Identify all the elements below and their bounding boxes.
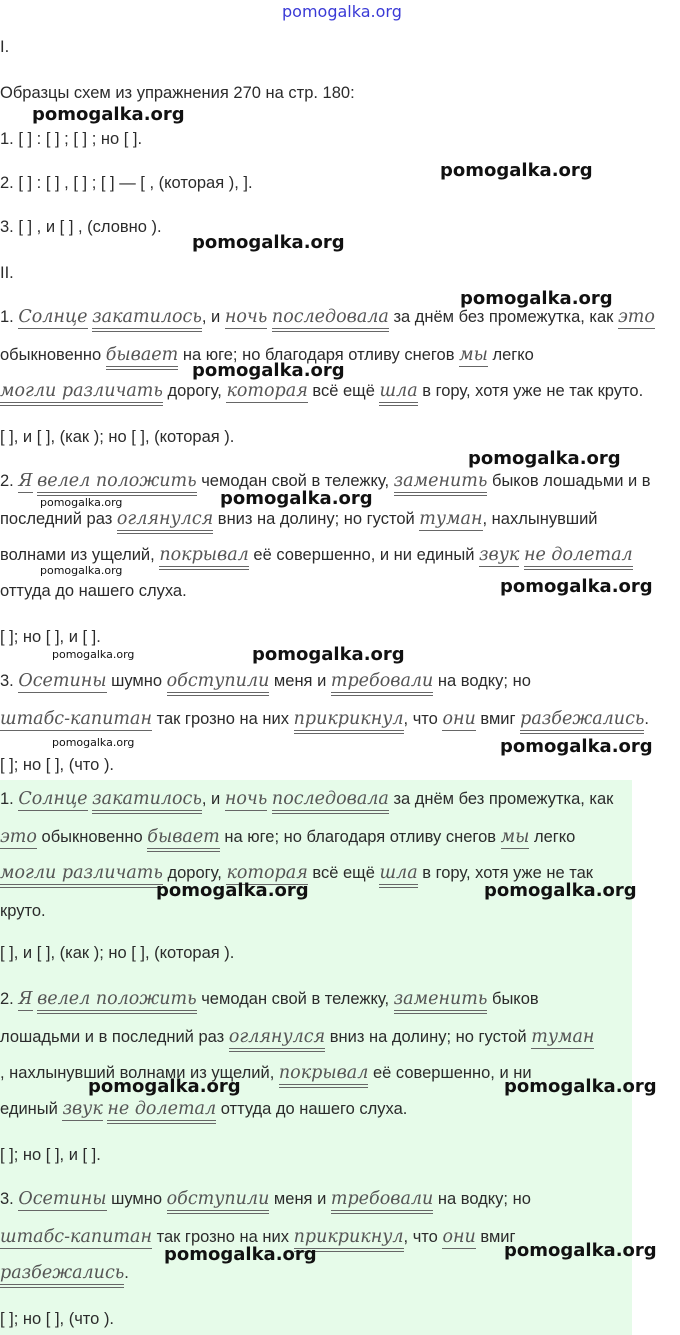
scheme-3: 3. [ ] , и [ ] , (словно ). bbox=[0, 218, 162, 236]
sentence-1-line-3: могли различать дорогу, которая всё ещё шла в гору, хотя уже не так круто. bbox=[0, 380, 643, 402]
subject: туман bbox=[419, 509, 483, 529]
predicate: последовала bbox=[272, 789, 389, 814]
predicate: обступили bbox=[167, 671, 270, 696]
scheme-2: 2. [ ] : [ ] , [ ] ; [ ] — [ , (которая ), ]. bbox=[0, 174, 253, 192]
subject: это bbox=[0, 827, 37, 847]
watermark: pomogalka.org bbox=[504, 1240, 657, 1261]
predicate: разбежались bbox=[520, 709, 644, 734]
watermark: pomogalka.org bbox=[220, 488, 373, 509]
watermark: pomogalka.org bbox=[504, 1076, 657, 1097]
watermark-small: pomogalka.org bbox=[52, 648, 135, 661]
predicate: не долетал bbox=[524, 545, 633, 570]
subject: ночь bbox=[224, 307, 268, 327]
watermark: pomogalka.org bbox=[192, 360, 345, 381]
watermark: pomogalka.org bbox=[440, 160, 593, 181]
subject: Я bbox=[18, 471, 33, 491]
answer-2-line-4: единый звук не долетал оттуда до нашего слуха. bbox=[0, 1098, 407, 1120]
subject: туман bbox=[531, 1027, 595, 1047]
watermark: pomogalka.org bbox=[484, 880, 637, 901]
watermark: pomogalka.org bbox=[156, 880, 309, 901]
answer-3-line-3: разбежались. bbox=[0, 1262, 129, 1284]
scheme-1: 1. [ ] : [ ] ; [ ] ; но [ ]. bbox=[0, 130, 143, 148]
subject: это bbox=[617, 307, 655, 327]
subject: которая bbox=[226, 863, 308, 883]
answer-3-scheme: [ ]; но [ ], (что ). bbox=[0, 1310, 115, 1328]
subject: Я bbox=[18, 989, 33, 1009]
answer-1-scheme: [ ], и [ ], (как ); но [ ], (которая ). bbox=[0, 944, 235, 962]
watermark: pomogalka.org bbox=[88, 1076, 241, 1097]
predicate: бывает bbox=[106, 345, 179, 370]
predicate: бывает bbox=[147, 827, 220, 852]
predicate: оглянулся bbox=[117, 509, 213, 534]
subject: мы bbox=[459, 345, 488, 365]
predicate: закатилось bbox=[92, 789, 202, 814]
answer-3-line-1: 3. Осетины шумно обступили меня и требовали на водку; но bbox=[0, 1188, 531, 1210]
watermark-small: pomogalka.org bbox=[40, 496, 123, 509]
predicate: оглянулся bbox=[229, 1027, 325, 1052]
predicate: велел положить bbox=[37, 471, 197, 496]
predicate: требовали bbox=[331, 1189, 433, 1214]
predicate: требовали bbox=[331, 671, 433, 696]
answer-3-line-2: штабс-капитан так грозно на них прикрикнул, что они вмиг bbox=[0, 1226, 516, 1248]
sentence-3-line-2: штабс-капитан так грозно на них прикрикнул, что они вмиг разбежались. bbox=[0, 708, 649, 730]
sentence-3-line-1: 3. Осетины шумно обступили меня и требовали на водку; но bbox=[0, 670, 531, 692]
predicate: заменить bbox=[394, 471, 488, 496]
predicate: обступили bbox=[167, 1189, 270, 1214]
sentence-2-line-2: последний раз оглянулся вниз на долину; но густой туман, нахлынувший bbox=[0, 508, 598, 530]
predicate: шла bbox=[379, 863, 417, 888]
sentence-1-line-1: 1. Солнце закатилось, и ночь последовала за днём без промежутка, как это bbox=[0, 306, 655, 328]
watermark-small: pomogalka.org bbox=[52, 736, 135, 749]
subject: Солнце bbox=[18, 307, 88, 327]
answer-2-line-1: 2. Я велел положить чемодан свой в тележку, заменить быков bbox=[0, 988, 539, 1010]
subject: звук bbox=[479, 545, 520, 565]
watermark: pomogalka.org bbox=[500, 576, 653, 597]
answer-1-line-3: могли различать дорогу, которая всё ещё шла в гору, хотя уже не так bbox=[0, 862, 593, 884]
section-roman-2: II. bbox=[0, 264, 14, 282]
sentence-2-line-3: волнами из ущелий, покрывал её совершенно, и ни единый звук не долетал bbox=[0, 544, 633, 566]
sentence-2-line-1: 2. Я велел положить чемодан свой в тележку, заменить быков лошадьми и в bbox=[0, 470, 651, 492]
watermark-small: pomogalka.org bbox=[40, 564, 123, 577]
predicate: разбежались bbox=[0, 1263, 124, 1288]
subject: они bbox=[442, 709, 476, 729]
subject: которая bbox=[226, 381, 308, 401]
answer-2-line-3: , нахлынувший волнами из ущелий, покрывал её совершенно, и ни bbox=[0, 1062, 532, 1084]
sentence-2-line-4: оттуда до нашего слуха. bbox=[0, 582, 187, 600]
sentence-3-scheme: [ ]; но [ ], (что ). bbox=[0, 756, 115, 774]
sentence-1-scheme: [ ], и [ ], (как ); но [ ], (которая ). bbox=[0, 428, 235, 446]
answer-1-line-1: 1. Солнце закатилось, и ночь последовала за днём без промежутка, как bbox=[0, 788, 613, 810]
watermark: pomogalka.org bbox=[252, 644, 405, 665]
predicate: закатилось bbox=[92, 307, 202, 332]
predicate: прикрикнул bbox=[294, 1227, 404, 1252]
watermark: pomogalka.org bbox=[32, 104, 185, 125]
predicate: покрывал bbox=[279, 1063, 368, 1088]
predicate: шла bbox=[379, 381, 417, 406]
predicate: прикрикнул bbox=[294, 709, 404, 734]
watermark: pomogalka.org bbox=[192, 232, 345, 253]
predicate: велел положить bbox=[37, 989, 197, 1014]
answer-1-line-2: это обыкновенно бывает на юге; но благодаря отливу снегов мы легко bbox=[0, 826, 575, 848]
sentence-1-line-2: обыкновенно бывает на юге; но благодаря отливу снегов мы легко bbox=[0, 344, 534, 366]
watermark: pomogalka.org bbox=[460, 288, 613, 309]
predicate: последовала bbox=[272, 307, 389, 332]
subject: штабс-капитан bbox=[0, 1227, 152, 1247]
predicate: могли различать bbox=[0, 381, 163, 406]
subject: штабс-капитан bbox=[0, 709, 152, 729]
subject: звук bbox=[62, 1099, 103, 1119]
subject: Осетины bbox=[18, 1189, 107, 1209]
answer-1-line-4: круто. bbox=[0, 902, 46, 920]
subject: ночь bbox=[224, 789, 268, 809]
subject: Осетины bbox=[18, 671, 107, 691]
section-roman-1: I. bbox=[0, 38, 10, 56]
watermark: pomogalka.org bbox=[468, 448, 621, 469]
subject: мы bbox=[500, 827, 530, 847]
site-link[interactable]: pomogalka.org bbox=[282, 2, 402, 21]
answer-2-scheme: [ ]; но [ ], и [ ]. bbox=[0, 1146, 101, 1164]
answer-2-line-2: лошадьми и в последний раз оглянулся вниз на долину; но густой туман bbox=[0, 1026, 594, 1048]
predicate: заменить bbox=[394, 989, 488, 1014]
sentence-2-scheme: [ ]; но [ ], и [ ]. bbox=[0, 628, 101, 646]
subject: Солнце bbox=[18, 789, 88, 809]
watermark: pomogalka.org bbox=[500, 736, 653, 757]
predicate: покрывал bbox=[159, 545, 248, 570]
predicate: могли различать bbox=[0, 863, 163, 888]
watermark: pomogalka.org bbox=[164, 1244, 317, 1265]
predicate: не долетал bbox=[107, 1099, 216, 1124]
subject: они bbox=[442, 1227, 476, 1247]
intro-text: Образцы схем из упражнения 270 на стр. 180: bbox=[0, 84, 355, 102]
